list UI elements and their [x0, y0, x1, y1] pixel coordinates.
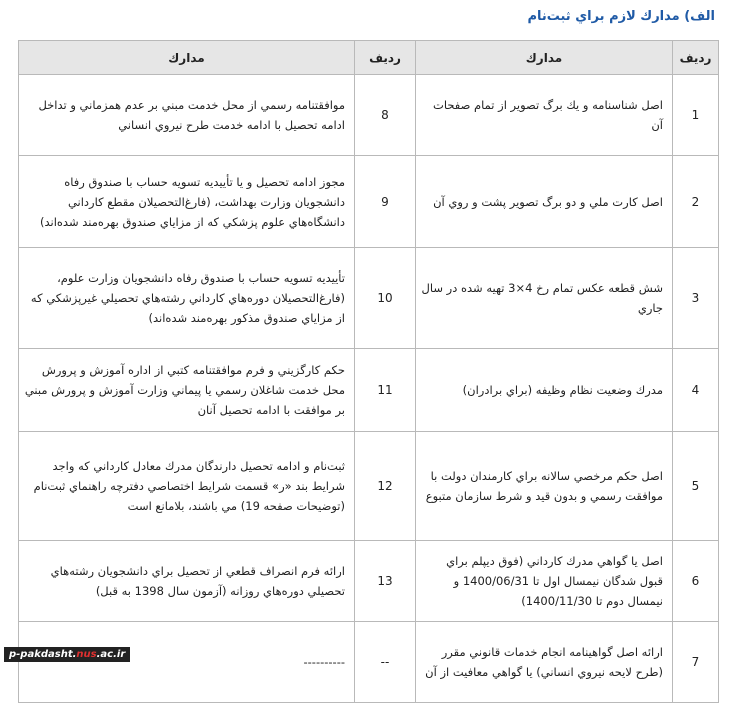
- header-row-number: رديف: [673, 41, 719, 75]
- document-cell: اصل كارت ملي و دو برگ تصوير پشت و روي آن: [416, 156, 673, 248]
- site-watermark: [4, 647, 130, 662]
- documents-table: [18, 40, 719, 703]
- table-row: [19, 75, 719, 156]
- row-number-2: 12: [355, 432, 416, 541]
- row-number: 6: [673, 541, 719, 622]
- row-number: 4: [673, 349, 719, 432]
- table-row: [19, 622, 719, 703]
- document-cell-2: مجوز ادامه تحصيل و يا تأييديه تسويه حساب با صندوق رفاه دانشجويان وزارت بهداشت، (فارغ‌التحصيلان مقطع كارداني دانشگاه‌هاي علوم پزشكي كه از مزاياي صندوق بهره‌مند شده‌اند): [19, 156, 355, 248]
- table-header-row: [19, 41, 719, 75]
- row-number-2: 11: [355, 349, 416, 432]
- table-row: [19, 349, 719, 432]
- watermark-suffix: .ac.ir: [96, 649, 126, 660]
- table-row: [19, 248, 719, 349]
- row-number-2: 13: [355, 541, 416, 622]
- row-number: 5: [673, 432, 719, 541]
- document-cell: مدرك وضعيت نظام وظيفه (براي برادران): [416, 349, 673, 432]
- row-number-2: 10: [355, 248, 416, 349]
- document-cell: ارائه اصل گواهينامه انجام خدمات قانوني مقرر (طرح لايحه نيروي انساني) يا گواهي معافيت از آن: [416, 622, 673, 703]
- page-title: الف) مدارك لازم براي ثبت‌نام: [527, 9, 715, 24]
- watermark-prefix: p-pakdasht.: [9, 649, 77, 660]
- row-number: 1: [673, 75, 719, 156]
- document-cell: اصل يا گواهي مدرك كارداني (فوق ديپلم براي قبول شدگان نيمسال اول تا 1400/06/31 و نيمسال دوم تا 1400/11/30): [416, 541, 673, 622]
- document-cell-2: تأييديه تسويه حساب با صندوق رفاه دانشجويان وزارت علوم، (فارغ‌التحصيلان دوره‌هاي كارداني رشته‌هاي تحصيلي غيرپزشكي كه از مزاياي صندوق مذكور بهره‌مند شده‌اند): [19, 248, 355, 349]
- watermark-accent: nus: [76, 649, 97, 660]
- document-cell-2: ارائه فرم انصراف قطعي از تحصيل براي دانشجويان رشته‌هاي تحصيلي دوره‌هاي روزانه (آزمون سال 1398 به قبل): [19, 541, 355, 622]
- row-number-2: --: [355, 622, 416, 703]
- row-number: 2: [673, 156, 719, 248]
- row-number: 7: [673, 622, 719, 703]
- document-cell-2: ثبت‌نام و ادامه تحصيل دارندگان مدرك معادل كارداني كه واجد شرايط بند «ر» قسمت شرايط اختصاصي دفترچه راهنماي ثبت‌نام (توضيحات صفحه 19) مي باشند، بلامانع است: [19, 432, 355, 541]
- header-documents: مدارك: [416, 41, 673, 75]
- document-cell: اصل حكم مرخصي سالانه براي كارمندان دولت با موافقت رسمي و بدون قيد و شرط سازمان متبوع: [416, 432, 673, 541]
- row-number: 3: [673, 248, 719, 349]
- document-cell-2: حكم كارگزيني و فرم موافقتنامه كتبي از اداره آموزش و پرورش محل خدمت شاغلان رسمي يا پيماني وزارت آموزش و پرورش مبني بر موافقت با ادامه تحصيل آنان: [19, 349, 355, 432]
- document-cell: شش قطعه عكس تمام رخ 4×3 تهيه شده در سال جاري: [416, 248, 673, 349]
- header-row-number-2: رديف: [355, 41, 416, 75]
- document-cell: اصل شناسنامه و يك برگ تصوير از تمام صفحات آن: [416, 75, 673, 156]
- row-number-2: 9: [355, 156, 416, 248]
- document-cell-2: ----------: [19, 622, 355, 703]
- table-row: [19, 156, 719, 248]
- row-number-2: 8: [355, 75, 416, 156]
- document-cell-2: موافقتنامه رسمي از محل خدمت مبني بر عدم همزماني و تداخل ادامه تحصيل با ادامه خدمت طرح نيروي انساني: [19, 75, 355, 156]
- table-row: [19, 541, 719, 622]
- header-documents-2: مدارك: [19, 41, 355, 75]
- table-row: [19, 432, 719, 541]
